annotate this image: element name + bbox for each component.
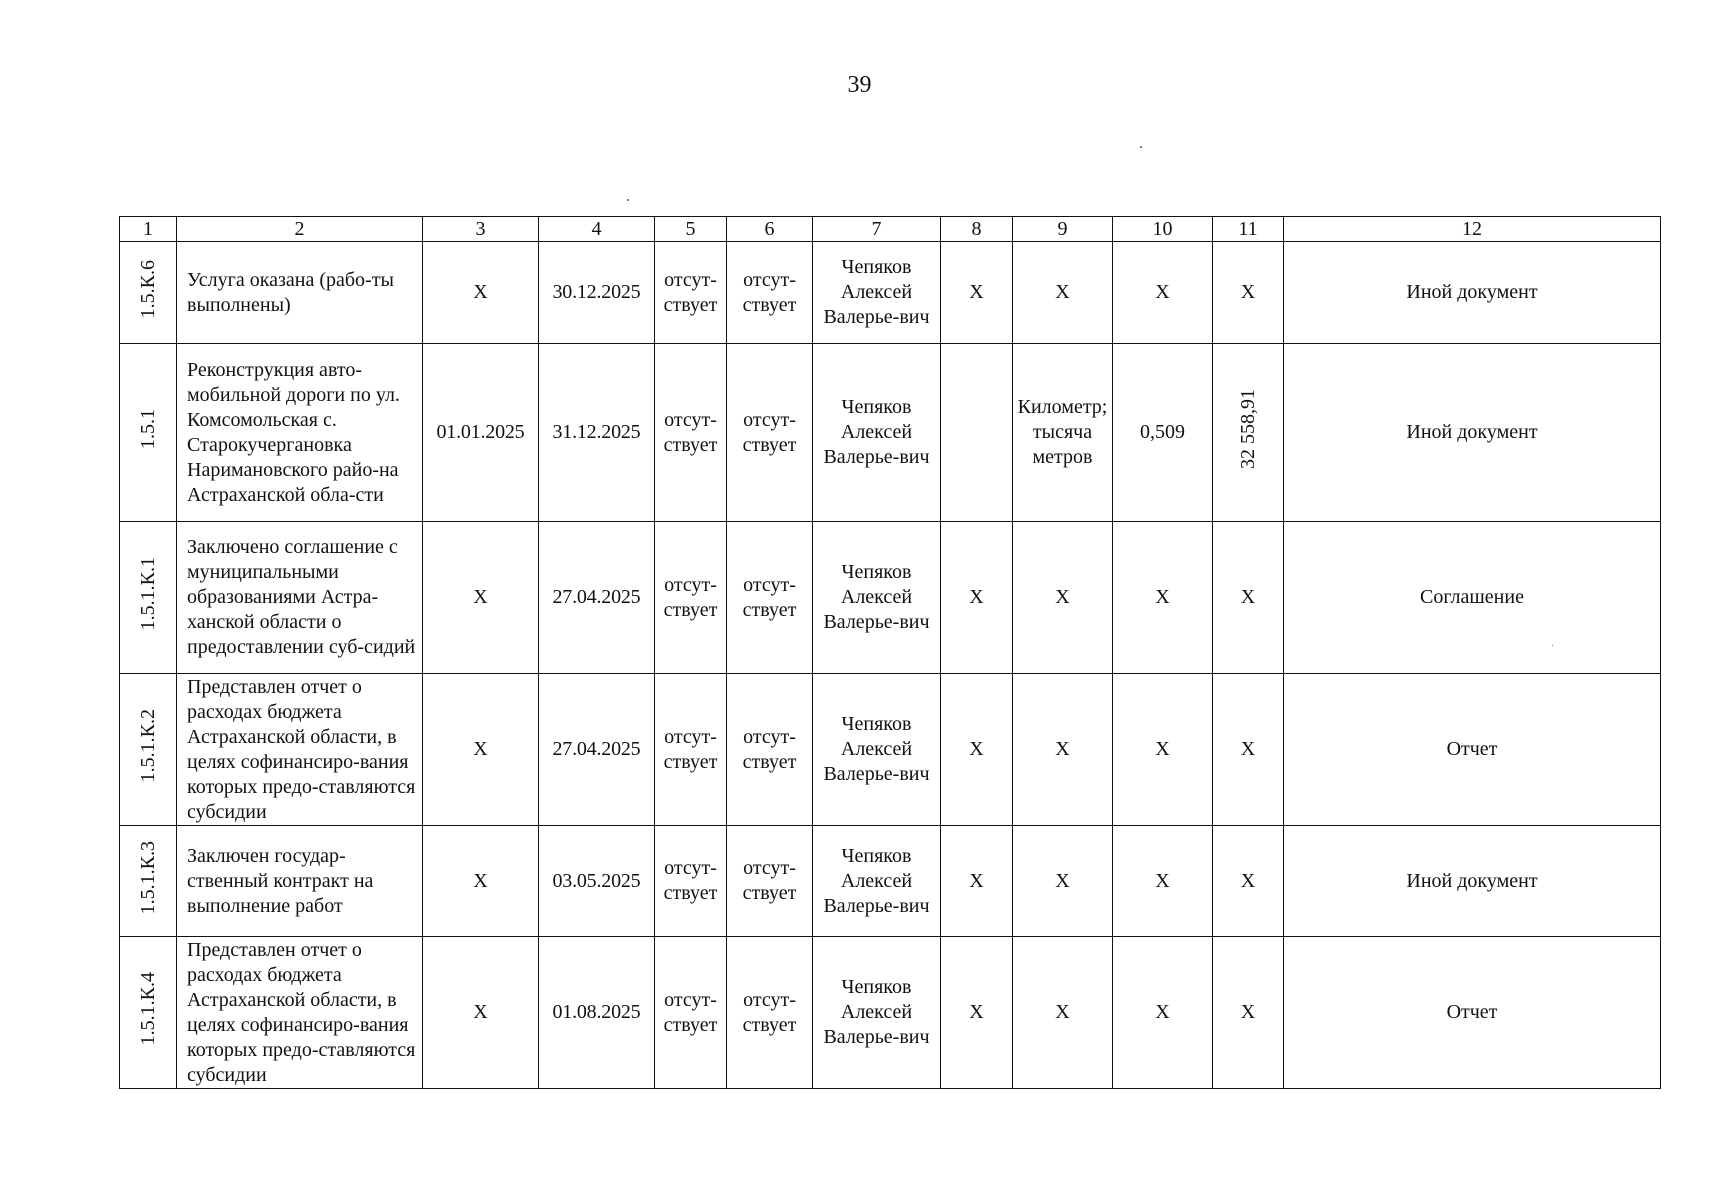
column-8-value: X — [941, 522, 1013, 674]
start-date: 01.01.2025 — [423, 344, 539, 522]
table-row — [120, 674, 1661, 826]
start-date: X — [423, 242, 539, 344]
unit-of-measure: X — [1013, 826, 1113, 937]
start-date: X — [423, 937, 539, 1089]
funding-amount: X — [1213, 674, 1284, 826]
document-type: Отчет — [1284, 674, 1661, 826]
column-6-value: отсут-ствует — [727, 674, 813, 826]
end-date: 27.04.2025 — [539, 674, 655, 826]
column-5-value: отсут-ствует — [655, 344, 727, 522]
column-8-value — [941, 344, 1013, 522]
column-number: 10 — [1113, 217, 1213, 242]
column-5-value: отсут-ствует — [655, 826, 727, 937]
scan-speck — [1140, 146, 1142, 148]
indicator-value: X — [1113, 522, 1213, 674]
row-id-cell — [120, 344, 177, 522]
end-date: 27.04.2025 — [539, 522, 655, 674]
document-type: Иной документ — [1284, 242, 1661, 344]
row-name: Заключен государ-ственный контракт на выполнение работ — [177, 826, 423, 937]
indicator-value: X — [1113, 242, 1213, 344]
row-id: 1.5.1.К.3 — [136, 840, 159, 915]
responsible-person: Чепяков Алексей Валерье-вич — [813, 522, 941, 674]
column-5-value: отсут-ствует — [655, 674, 727, 826]
end-date: 30.12.2025 — [539, 242, 655, 344]
column-6-value: отсут-ствует — [727, 522, 813, 674]
indicator-value: 0,509 — [1113, 344, 1213, 522]
row-id-cell — [120, 826, 177, 937]
column-8-value: X — [941, 674, 1013, 826]
end-date: 03.05.2025 — [539, 826, 655, 937]
column-number: 11 — [1213, 217, 1284, 242]
column-number: 7 — [813, 217, 941, 242]
column-5-value: отсут-ствует — [655, 937, 727, 1089]
column-number: 8 — [941, 217, 1013, 242]
row-name: Представлен отчет о расходах бюджета Астраханской области, в целях софинансиро-вания которых предо-ставляются субсидии — [177, 674, 423, 826]
table-row — [120, 242, 1661, 344]
column-number: 3 — [423, 217, 539, 242]
row-name: Услуга оказана (рабо-ты выполнены) — [177, 242, 423, 344]
indicator-value: X — [1113, 937, 1213, 1089]
funding-amount: 32 558,91 — [1236, 389, 1259, 469]
column-8-value: X — [941, 937, 1013, 1089]
indicator-value: X — [1113, 674, 1213, 826]
table-row — [120, 826, 1661, 937]
row-id-cell — [120, 937, 177, 1089]
end-date: 01.08.2025 — [539, 937, 655, 1089]
indicator-value: X — [1113, 826, 1213, 937]
page-number: 39 — [847, 72, 872, 98]
column-6-value: отсут-ствует — [727, 826, 813, 937]
column-number: 9 — [1013, 217, 1113, 242]
row-name: Представлен отчет о расходах бюджета Астраханской области, в целях софинансиро-вания которых предо-ставляются субсидии — [177, 937, 423, 1089]
funding-amount: X — [1213, 242, 1284, 344]
row-id-cell — [120, 242, 177, 344]
column-numbers-row — [120, 217, 1661, 242]
funding-amount: X — [1213, 826, 1284, 937]
row-id: 1.5.1.К.4 — [136, 972, 159, 1046]
column-number: 1 — [120, 217, 177, 242]
row-id-cell — [120, 674, 177, 826]
start-date: X — [423, 826, 539, 937]
responsible-person: Чепяков Алексей Валерье-вич — [813, 674, 941, 826]
document-type: Соглашение — [1284, 522, 1661, 674]
responsible-person: Чепяков Алексей Валерье-вич — [813, 826, 941, 937]
column-number: 2 — [177, 217, 423, 242]
document-type: Иной документ — [1284, 826, 1661, 937]
row-name: Реконструкция авто-мобильной дороги по ул. Комсомольская с. Старокучергановка Наримановского райо-на Астраханской обла-сти — [177, 344, 423, 522]
row-id-cell — [120, 522, 177, 674]
column-6-value: отсут-ствует — [727, 242, 813, 344]
document-type: Иной документ — [1284, 344, 1661, 522]
start-date: X — [423, 522, 539, 674]
row-id: 1.5.К.6 — [136, 259, 159, 319]
column-5-value: отсут-ствует — [655, 242, 727, 344]
column-5-value: отсут-ствует — [655, 522, 727, 674]
start-date: X — [423, 674, 539, 826]
row-id: 1.5.1.К.1 — [136, 557, 159, 631]
row-id: 1.5.1.К.2 — [136, 709, 159, 783]
row-name: Заключено соглашение с муниципальными образованиями Астра-ханской области о предоставлении суб-сидий — [177, 522, 423, 674]
end-date: 31.12.2025 — [539, 344, 655, 522]
table-row — [120, 937, 1661, 1089]
unit-of-measure: X — [1013, 674, 1113, 826]
responsible-person: Чепяков Алексей Валерье-вич — [813, 937, 941, 1089]
column-6-value: отсут-ствует — [727, 937, 813, 1089]
table-row — [120, 522, 1661, 674]
unit-of-measure: X — [1013, 522, 1113, 674]
funding-amount: X — [1213, 937, 1284, 1089]
unit-of-measure: X — [1013, 937, 1113, 1089]
row-id: 1.5.1 — [136, 409, 159, 449]
document-type: Отчет — [1284, 937, 1661, 1089]
table-row — [120, 344, 1661, 522]
column-number: 12 — [1284, 217, 1661, 242]
column-8-value: X — [941, 242, 1013, 344]
column-8-value: X — [941, 826, 1013, 937]
column-number: 4 — [539, 217, 655, 242]
funding-amount: X — [1213, 522, 1284, 674]
responsible-person: Чепяков Алексей Валерье-вич — [813, 242, 941, 344]
responsible-person: Чепяков Алексей Валерье-вич — [813, 344, 941, 522]
unit-of-measure: X — [1013, 242, 1113, 344]
column-6-value: отсут-ствует — [727, 344, 813, 522]
events-table — [119, 216, 1661, 1089]
unit-of-measure: Километр; тысяча метров — [1013, 344, 1113, 522]
column-number: 6 — [727, 217, 813, 242]
funding-amount-cell — [1213, 344, 1284, 522]
column-number: 5 — [655, 217, 727, 242]
scan-speck — [627, 199, 629, 201]
